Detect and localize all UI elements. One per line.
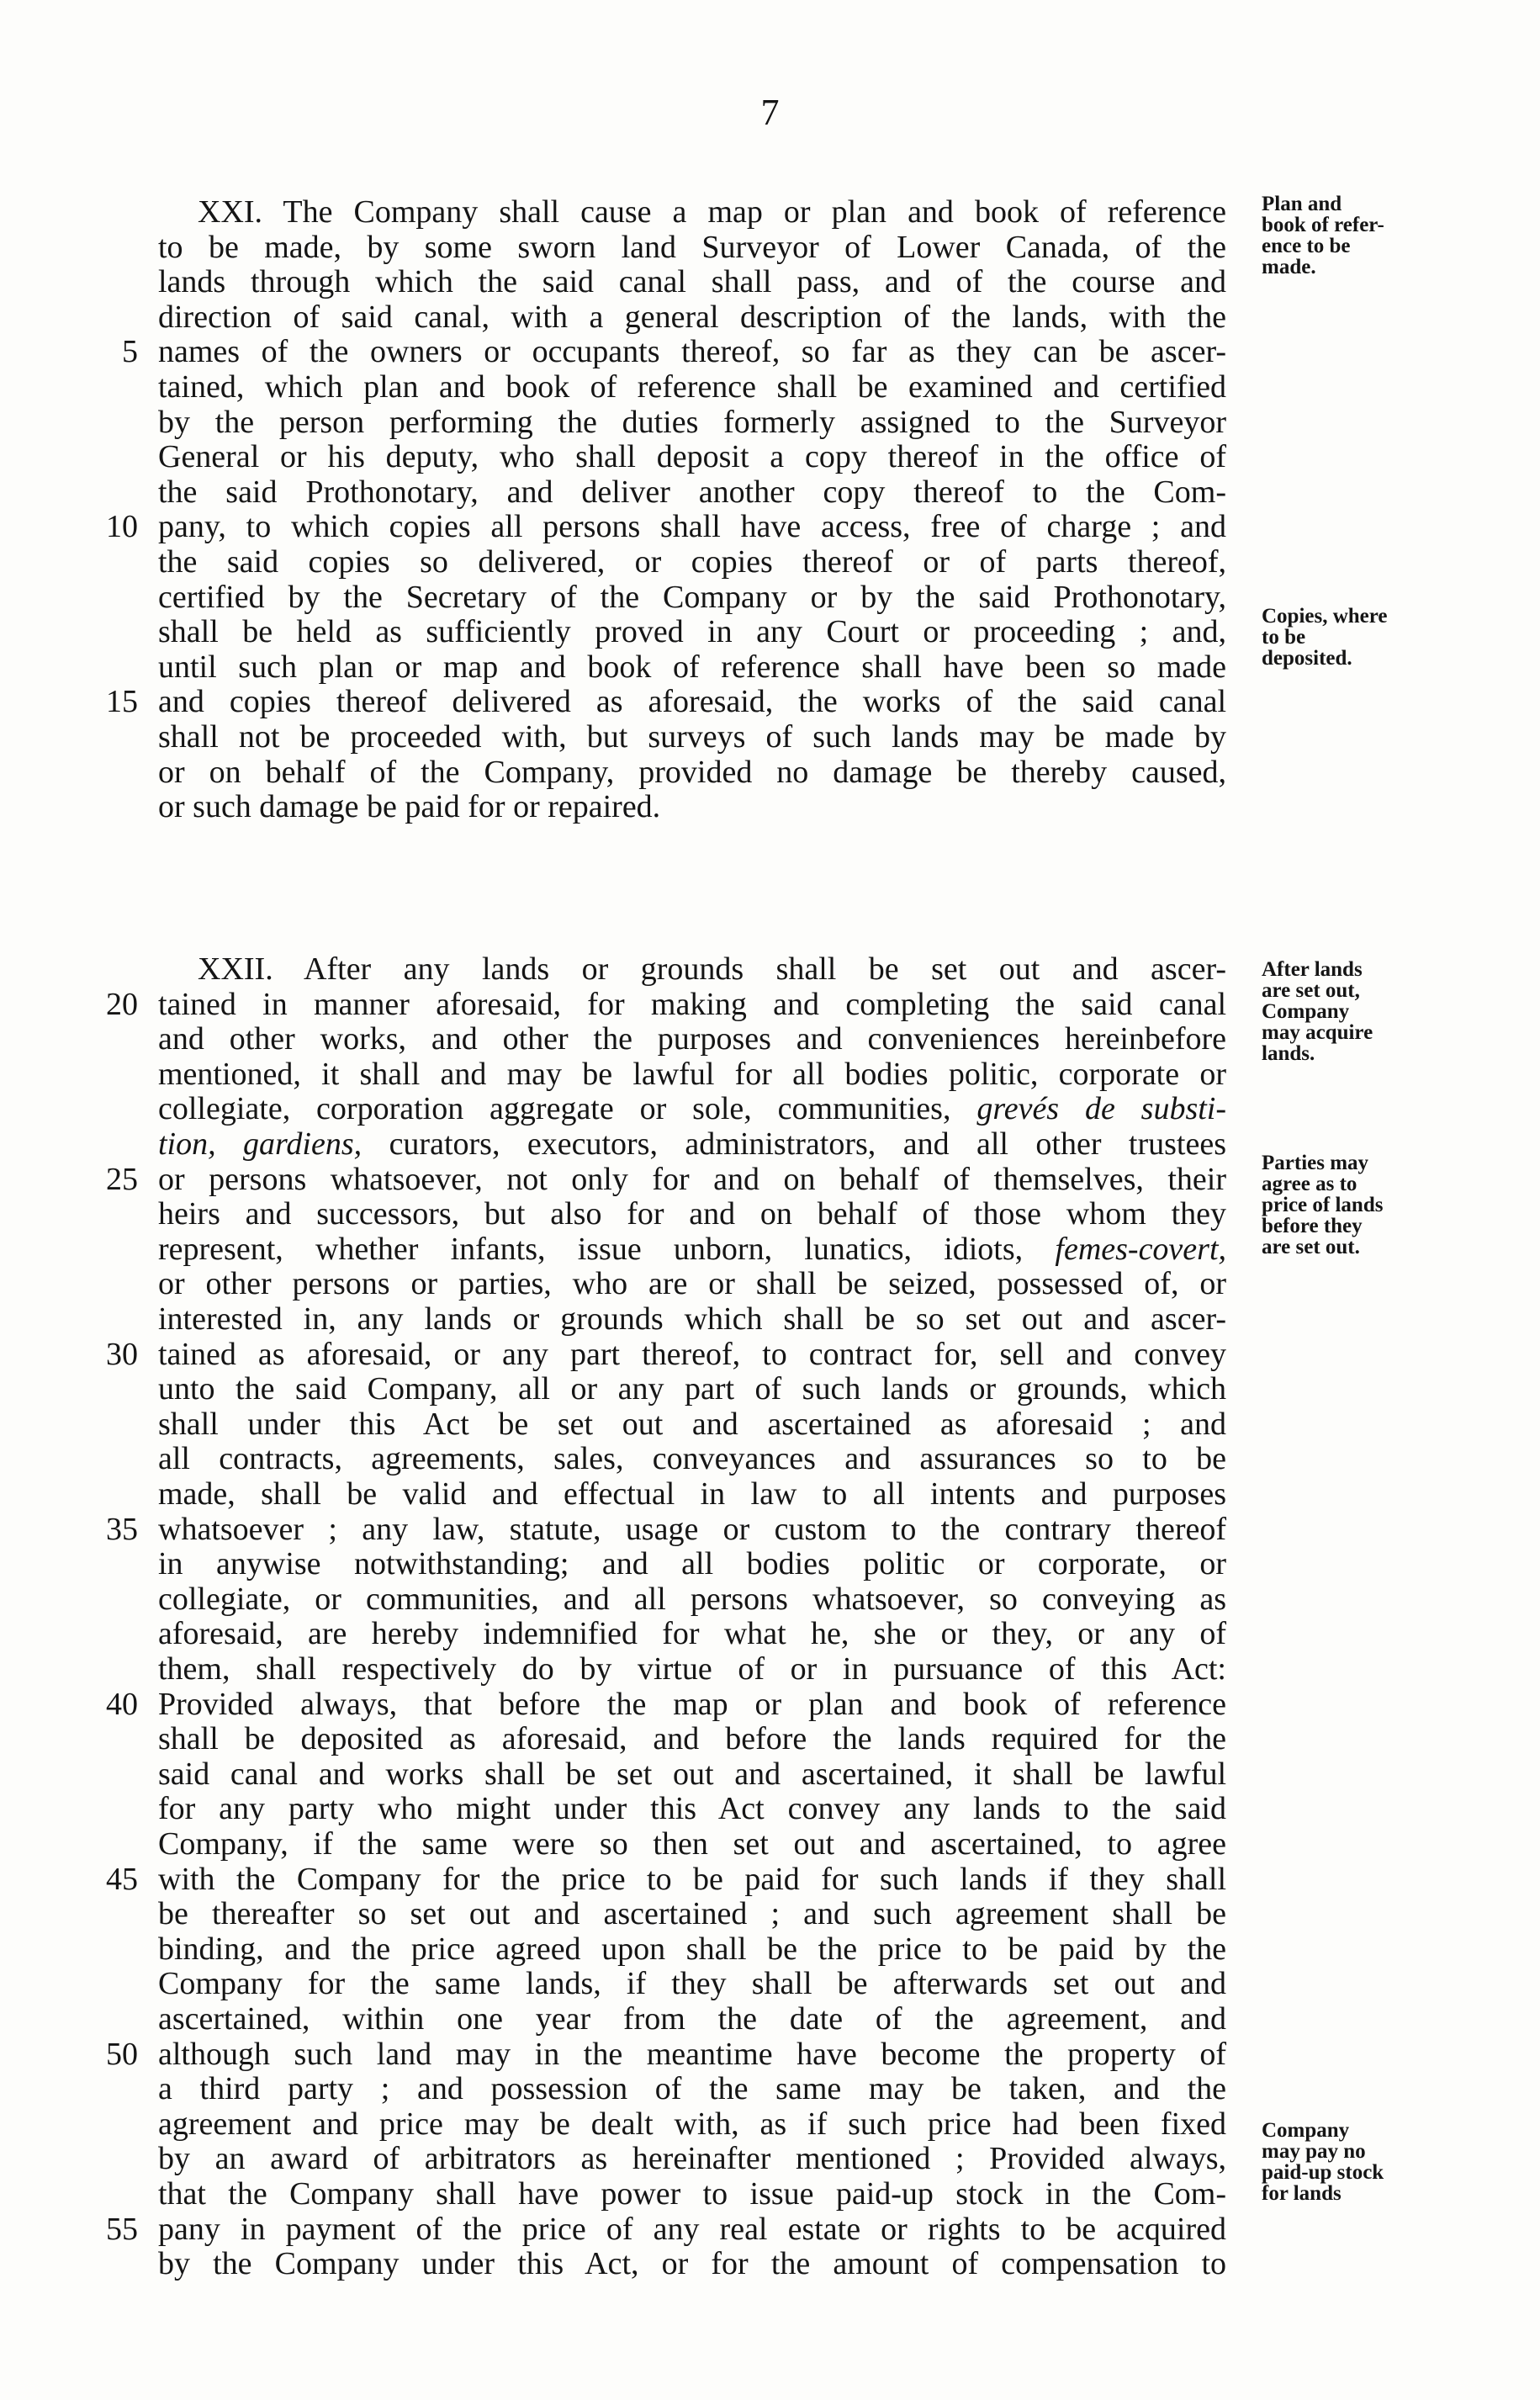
text-line — [0, 510, 1540, 543]
text-line — [0, 1477, 1540, 1511]
text-line — [0, 755, 1540, 789]
line-text: XXII. After any lands or grounds shall be set out and ascer- — [198, 951, 1226, 987]
line-text: or persons whatsoever, not only for and on behalf of themselves, their — [158, 1162, 1226, 1197]
line-text: the said Prothonotary, and deliver another copy thereof to the Com- — [158, 474, 1226, 510]
text-line — [0, 1442, 1540, 1475]
line-text: shall not be proceeded with, but surveys of such lands may be made by — [158, 719, 1226, 755]
marginal-note-line: agree as to — [1262, 1173, 1357, 1195]
text-line — [0, 1513, 1540, 1546]
line-text: agreement and price may be dealt with, as if such price had been fixed — [158, 2106, 1226, 2142]
line-number: 55 — [106, 2212, 138, 2247]
line-text: said canal and works shall be set out and ascertained, it shall be lawful — [158, 1756, 1226, 1792]
line-text: mentioned, it shall and may be lawful for all bodies politic, corporate or — [158, 1057, 1226, 1092]
line-text: binding, and the price agreed upon shall be the price to be paid by the — [158, 1931, 1226, 1967]
text-line — [0, 1617, 1540, 1650]
line-number: 15 — [106, 684, 138, 719]
text-line — [0, 1407, 1540, 1441]
marginal-note-line: are set out. — [1262, 1236, 1360, 1258]
line-text: them, shall respectively do by virtue of or in pursuance of this Act: — [158, 1651, 1226, 1687]
marginal-note-line: to be — [1262, 626, 1306, 649]
line-text: Provided always, that before the map or plan and book of reference — [158, 1687, 1226, 1722]
marginal-note — [1262, 2120, 1489, 2204]
line-text: or other persons or parties, who are or shall be seized, possessed of, or — [158, 1266, 1226, 1301]
line-number: 25 — [106, 1162, 138, 1197]
line-text: that the Company shall have power to issue paid-up stock in the Com- — [158, 2176, 1226, 2212]
line-text: until such plan or map and book of reference shall have been so made — [158, 649, 1226, 685]
line-text: pany in payment of the price of any real estate or rights to be acquired — [158, 2212, 1226, 2247]
line-text: represent, whether infants, issue unborn, lunatics, idiots, femes-covert, — [158, 1232, 1227, 1267]
text-line — [0, 1338, 1540, 1371]
marginal-note-line: for lands — [1262, 2182, 1342, 2205]
marginal-note-line: Plan and — [1262, 193, 1342, 215]
line-text: or on behalf of the Company, provided no damage be thereby caused, — [158, 755, 1226, 790]
text-line — [0, 1372, 1540, 1406]
marginal-note-line: ence to be — [1262, 235, 1351, 257]
italic-term: tion, gardiens, — [158, 1126, 363, 1162]
line-text: made, shall be valid and effectual in law to all intents and purposes — [158, 1476, 1226, 1512]
text-line — [0, 2247, 1540, 2281]
line-text: heirs and successors, but also for and on behalf of those whom they — [158, 1196, 1226, 1232]
marginal-note-line: made. — [1262, 256, 1316, 278]
text-line — [0, 685, 1540, 718]
line-text: Company, if the same were so then set out and ascertained, to agree — [158, 1826, 1226, 1862]
marginal-note-line: may pay no — [1262, 2140, 1366, 2163]
text-line — [0, 1687, 1540, 1721]
line-number: 10 — [106, 509, 138, 544]
italic-term: grevés de substi- — [976, 1091, 1227, 1126]
line-text: tained in manner aforesaid, for making and completing the said canal — [158, 987, 1226, 1022]
marginal-note-line: paid-up stock — [1262, 2161, 1384, 2184]
line-text: lands through which the said canal shall pass, and of the course and — [158, 264, 1226, 299]
line-text: a third party ; and possession of the same may be taken, and the — [158, 2071, 1226, 2106]
text-line — [0, 1792, 1540, 1825]
line-text: by the Company under this Act, or for the amount of compensation to — [158, 2246, 1226, 2281]
marginal-note-line: lands. — [1262, 1042, 1315, 1065]
text-line — [0, 1897, 1540, 1931]
marginal-note-line: are set out, — [1262, 979, 1360, 1002]
text-line — [0, 370, 1540, 404]
italic-term: femes-covert, — [1055, 1232, 1227, 1267]
text-line — [0, 1722, 1540, 1756]
line-text: or such damage be paid for or repaired. — [158, 789, 661, 824]
line-text: ascertained, within one year from the date of the agreement, and — [158, 2001, 1226, 2037]
text-line — [0, 300, 1540, 334]
line-text: tained as aforesaid, or any part thereof, to contract for, sell and convey — [158, 1337, 1226, 1372]
text-line — [0, 1932, 1540, 1966]
text-line — [0, 1267, 1540, 1301]
text-line — [0, 1967, 1540, 2000]
line-text: with the Company for the price to be paid for such lands if they shall — [158, 1862, 1226, 1897]
text-line — [0, 1827, 1540, 1861]
line-text: and copies thereof delivered as aforesaid, the works of the said canal — [158, 684, 1226, 719]
line-text: collegiate, or communities, and all persons whatsoever, so conveying as — [158, 1581, 1226, 1617]
line-number: 40 — [106, 1687, 138, 1722]
page-number: 7 — [760, 92, 780, 133]
text-line — [0, 2002, 1540, 2036]
line-number: 45 — [106, 1862, 138, 1897]
text-line — [0, 720, 1540, 754]
marginal-note-line: book of refer- — [1262, 214, 1384, 236]
marginal-note-line: may acquire — [1262, 1021, 1373, 1044]
line-text: collegiate, corporation aggregate or sole, communities, grevés de substi- — [158, 1091, 1227, 1126]
marginal-note — [1262, 606, 1489, 669]
marginal-note — [1262, 959, 1489, 1064]
text-line — [0, 1582, 1540, 1616]
marginal-note-line: deposited. — [1262, 647, 1352, 670]
line-number: 20 — [106, 987, 138, 1022]
marginal-note-line: price of lands — [1262, 1194, 1384, 1216]
line-text: whatsoever ; any law, statute, usage or custom to the contrary thereof — [158, 1512, 1226, 1547]
line-text: XXI. The Company shall cause a map or plan and book of reference — [198, 194, 1226, 230]
line-text: tion, gardiens, curators, executors, administrators, and all other trustees — [158, 1126, 1226, 1162]
marginal-note-line: before they — [1262, 1215, 1363, 1237]
line-text: aforesaid, are hereby indemnified for what he, she or they, or any of — [158, 1616, 1226, 1651]
line-text: for any party who might under this Act convey any lands to the said — [158, 1791, 1226, 1826]
line-text: unto the said Company, all or any part of such lands or grounds, which — [158, 1371, 1226, 1407]
line-text: by the person performing the duties formerly assigned to the Surveyor — [158, 405, 1226, 440]
text-line — [0, 440, 1540, 474]
marginal-note-line: After lands — [1262, 958, 1363, 981]
text-line — [0, 2037, 1540, 2071]
line-text: in anywise notwithstanding; and all bodies politic or corporate, or — [158, 1546, 1226, 1581]
text-line — [0, 2072, 1540, 2106]
line-text: and other works, and other the purposes and conveniences hereinbefore — [158, 1021, 1226, 1057]
line-number: 5 — [122, 334, 138, 369]
text-line — [0, 405, 1540, 439]
text-line — [0, 2212, 1540, 2246]
marginal-note — [1262, 1152, 1489, 1258]
line-text: shall under this Act be set out and ascertained as aforesaid ; and — [158, 1407, 1226, 1442]
line-text: interested in, any lands or grounds which shall be so set out and ascer- — [158, 1301, 1226, 1337]
text-line — [0, 1652, 1540, 1686]
text-line — [0, 1547, 1540, 1581]
text-line — [0, 1862, 1540, 1896]
text-line — [0, 1302, 1540, 1336]
line-text: names of the owners or occupants thereof, so far as they can be ascer- — [158, 334, 1226, 369]
line-text: to be made, by some sworn land Surveyor of Lower Canada, of the — [158, 230, 1226, 265]
line-text: be thereafter so set out and ascertained ; and such agreement shall be — [158, 1896, 1226, 1931]
line-text: by an award of arbitrators as hereinafter mentioned ; Provided always, — [158, 2141, 1226, 2176]
line-number: 30 — [106, 1337, 138, 1372]
text-line — [0, 335, 1540, 368]
line-text: although such land may in the meantime have become the property of — [158, 2037, 1226, 2072]
marginal-note-line: Company — [1262, 2119, 1350, 2142]
text-line — [0, 545, 1540, 579]
text-line — [0, 475, 1540, 509]
marginal-note-line: Copies, where — [1262, 605, 1388, 628]
line-text: tained, which plan and book of reference shall be examined and certified — [158, 369, 1226, 405]
line-text: shall be held as sufficiently proved in any Court or proceeding ; and, — [158, 614, 1226, 649]
line-text: General or his deputy, who shall deposit a copy thereof in the office of — [158, 439, 1226, 474]
line-text: all contracts, agreements, sales, conveyances and assurances so to be — [158, 1441, 1226, 1476]
line-number: 35 — [106, 1512, 138, 1547]
line-text: Company for the same lands, if they shall be afterwards set out and — [158, 1966, 1226, 2001]
text-line — [0, 790, 1540, 824]
line-text: certified by the Secretary of the Company or by the said Prothonotary, — [158, 580, 1226, 615]
marginal-note-line: Parties may — [1262, 1152, 1369, 1174]
line-text: direction of said canal, with a general description of the lands, with the — [158, 299, 1226, 335]
line-number: 50 — [106, 2037, 138, 2072]
marginal-note — [1262, 193, 1489, 278]
line-text: the said copies so delivered, or copies thereof or of parts thereof, — [158, 544, 1226, 580]
text-line — [0, 1757, 1540, 1791]
text-line — [0, 1092, 1540, 1126]
line-text: pany, to which copies all persons shall have access, free of charge ; and — [158, 509, 1226, 544]
line-text: shall be deposited as aforesaid, and before the lands required for the — [158, 1721, 1226, 1756]
marginal-note-line: Company — [1262, 1000, 1350, 1023]
